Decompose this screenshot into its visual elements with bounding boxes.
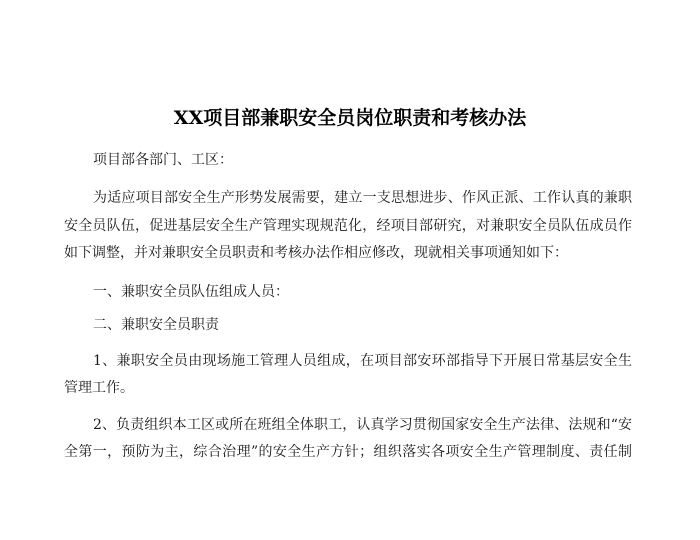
paragraph-line: 安全员队伍，促进基层安全生产管理实现规范化，经项目部研究，对兼职安全员队伍成员作: [64, 218, 632, 234]
paragraph-line: 管理工作。: [64, 380, 134, 396]
document-title: XX项目部兼职安全员岗位职责和考核办法: [173, 107, 527, 129]
addressee: 项目部各部门、工区：: [93, 152, 233, 168]
paragraph-line: 如下调整，并对兼职安全员职责和考核办法作相应修改，现就相关事项通知如下：: [64, 245, 568, 261]
paragraph-line: 1、兼职安全员由现场施工管理人员组成，在项目部安环部指导下开展日常基层安全生: [93, 353, 632, 369]
paragraph-line: 2、负责组织本工区或所在班组全体职工，认真学习贯彻国家安全生产法律、法规和“安: [93, 417, 632, 433]
paragraph-line: 全第一，预防为主，综合治理”的安全生产方针；组织落实各项安全生产管理制度、责任制: [64, 444, 632, 460]
section-heading-1: 一、兼职安全员队伍组成人员：: [93, 284, 289, 300]
section-heading-2: 二、兼职安全员职责: [93, 317, 219, 333]
paragraph-line: 为适应项目部安全生产形势发展需要，建立一支思想进步、作风正派、工作认真的兼职: [93, 190, 632, 206]
